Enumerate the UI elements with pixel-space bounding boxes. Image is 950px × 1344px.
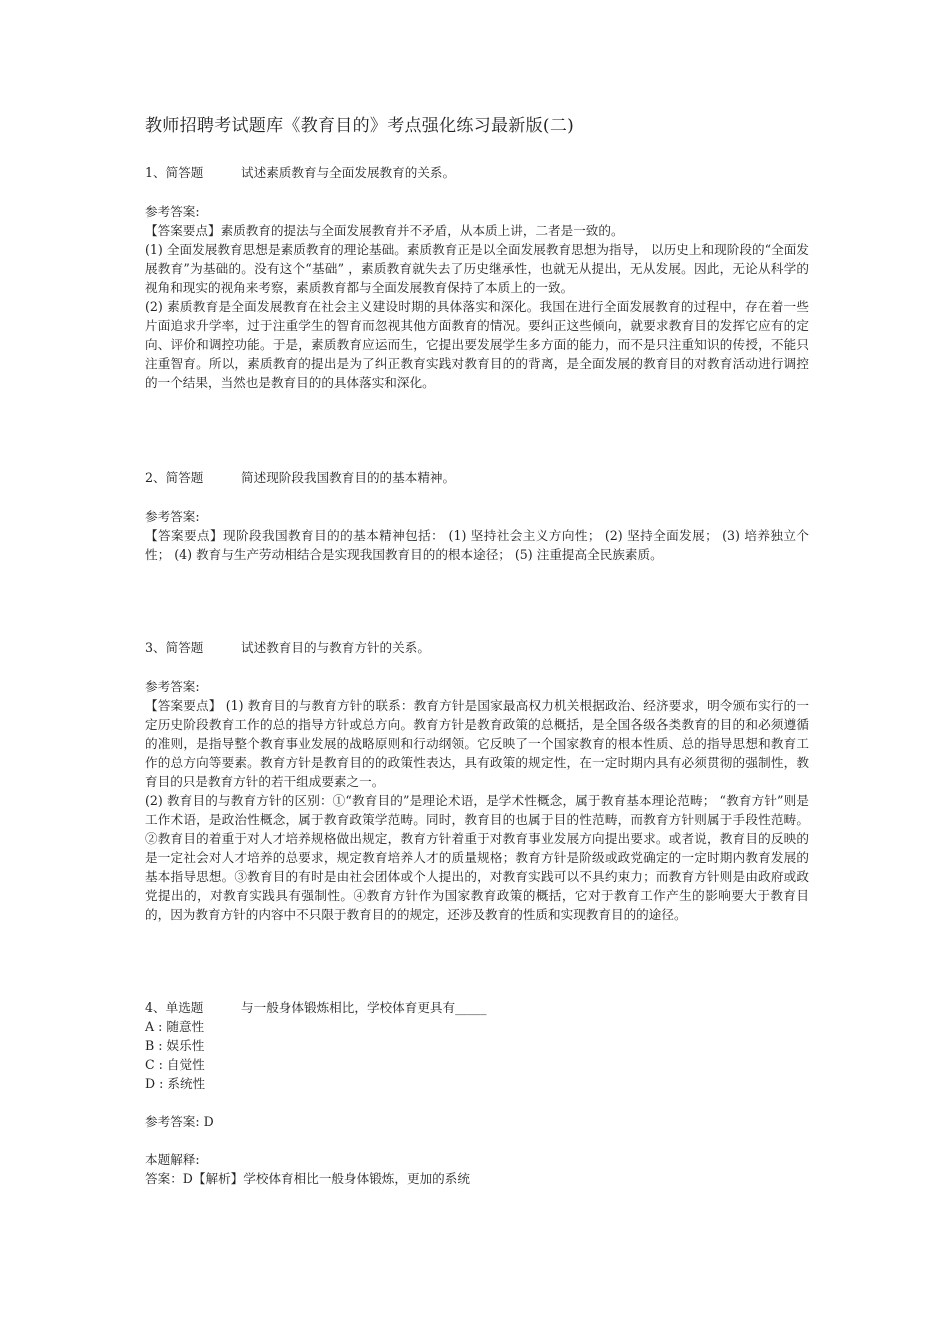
question-2: [145, 468, 809, 564]
explanation-text: 答案：D【解析】学校体育相比一般身体锻炼，更加的系统: [145, 1171, 470, 1186]
question-header: [145, 163, 809, 182]
question-type: 2、简答题: [145, 470, 204, 485]
option-c: C : 自觉性: [145, 1057, 205, 1072]
question-stem: 试述素质教育与全面发展教育的关系。: [241, 165, 456, 180]
question-type: 1、简答题: [145, 165, 204, 180]
explanation-label: 本题解释:: [145, 1152, 200, 1167]
answer-paragraph: (1) 全面发展教育思想是素质教育的理论基础。素质教育正是以全面发展教育思想为指导， 以历史上和现阶段的“全面发展教育”为基础的。没有这个“基础” ，素质教育就失去了历史继承性，也就无从提出，无从发展。因此，无论从科学的视角和现实的视角来考察，素质教育都与全面发展教育保持了本质上的一致。: [145, 242, 809, 295]
question-type: 4、单选题: [145, 1000, 204, 1015]
reference-answer: 参考答案: D: [145, 1114, 214, 1129]
option-a: A : 随意性: [145, 1019, 205, 1034]
question-stem: 简述现阶段我国教育目的的基本精神。: [241, 470, 456, 485]
question-header: [145, 468, 809, 487]
spacer: [145, 392, 809, 468]
option-b: B : 娱乐性: [145, 1038, 205, 1053]
answer-paragraph: 【答案要点】现阶段我国教育目的的基本精神包括： (1) 坚持社会主义方向性； (2) 坚持全面发展； (3) 培养独立个性； (4) 教育与生产劳动相结合是实现我国教育目的的根本途径； (5) 注重提高全民族素质。: [145, 528, 809, 562]
question-type: 3、简答题: [145, 640, 204, 655]
answer-paragraph: (2) 素质教育是全面发展教育在社会主义建设时期的具体落实和深化。我国在进行全面发展教育的过程中，存在着一些片面追求升学率，过于注重学生的智育而忽视其他方面教育的情况。要纠正这些倾向，就要求教育目的发挥它应有的定向、评价和调控功能。于是，素质教育应运而生，它提出要发展学生多方面的能力，而不是只注重知识的传授，不能只注重智育。所以，素质教育的提出是为了纠正教育实践对教育目的的背离，是全面发展的教育目的对教育活动进行调控的一个结果，当然也是教育目的的具体落实和深化。: [145, 299, 809, 390]
answer-label: 参考答案:: [145, 679, 200, 694]
answer-paragraph: 【答案要点】 (1) 教育目的与教育方针的联系：教育方针是国家最高权力机关根据政治、经济要求，明令颁布实行的一定历史阶段教育工作的总的指导方针或总方向。教育方针是教育政策的总概括，是全国各级各类教育的目的和必须遵循的准则，是指导整个教育事业发展的战略原则和行动纲领。它反映了一个国家教育的根本性质、总的指导思想和教育工作的总方向等要素。教育方针是教育目的的政策性表达，具有政策的规定性，在一定时期内具有必须贯彻的强制性，教育目的只是教育方针的若干组成要素之一。: [145, 698, 809, 789]
spacer: [145, 564, 809, 638]
question-stem: 试述教育目的与教育方针的关系。: [241, 640, 430, 655]
spacer: [145, 924, 809, 998]
document-page: [145, 113, 809, 1188]
answer-label: 参考答案:: [145, 509, 200, 524]
answer-paragraph: 【答案要点】素质教育的提法与全面发展教育并不矛盾，从本质上讲，二者是一致的。: [145, 223, 624, 238]
question-3: [145, 638, 809, 924]
question-1: [145, 163, 809, 392]
answer-label: 参考答案:: [145, 204, 200, 219]
question-header: [145, 998, 809, 1017]
answer-paragraph: (2) 教育目的与教育方针的区别：①“教育目的”是理论术语，是学术性概念，属于教育基本理论范畴； “教育方针”则是工作术语，是政治性概念，属于教育政策学范畴。同时，教育目的也属于目的性范畴，而教育方针则属于手段性范畴。②教育目的着重于对人才培养规格做出规定，教育方针着重于对教育事业发展方向提出要求。或者说，教育目的反映的是一定社会对人才培养的总要求，规定教育培养人才的质量规格；教育方针是阶级或政党确定的一定时期内教育发展的基本指导思想。③教育目的有时是由社会团体或个人提出的，对教育实践可以不具约束力；而教育方针则是由政府或政党提出的，对教育实践具有强制性。④教育方针作为国家教育政策的概括，它对于教育工作产生的影响要大于教育目的，因为教育方针的内容中不只限于教育目的的规定，还涉及教育的性质和实现教育目的的途径。: [145, 793, 809, 922]
question-header: [145, 638, 809, 657]
option-d: D : 系统性: [145, 1076, 206, 1091]
option-list: [145, 1017, 809, 1093]
document-title: 教师招聘考试题库《教育目的》考点强化练习最新版(二): [145, 116, 575, 136]
question-4: [145, 998, 809, 1188]
question-stem: 与一般身体锻炼相比，学校体育更具有_____: [241, 1000, 487, 1015]
